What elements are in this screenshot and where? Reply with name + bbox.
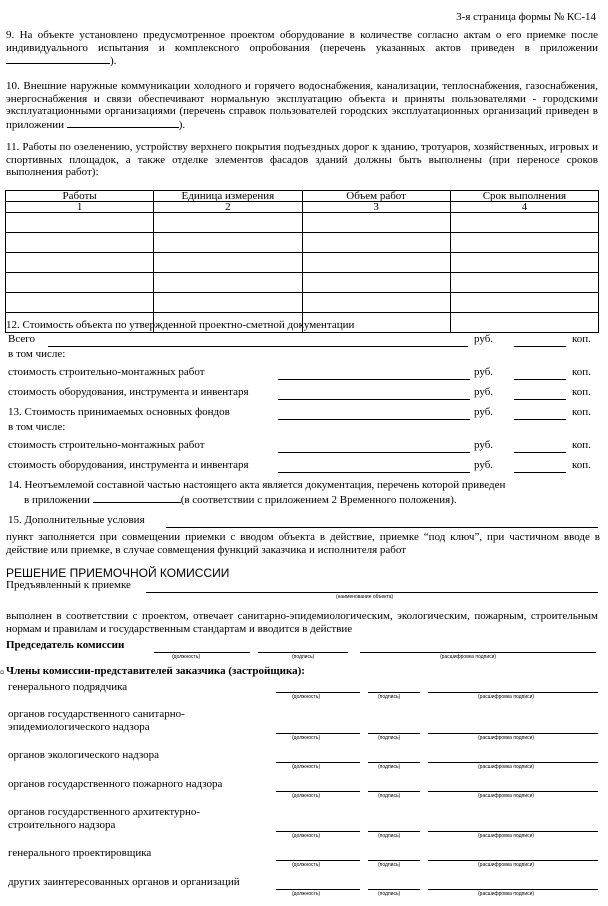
table-cell[interactable] — [6, 213, 154, 233]
members-title: Члены комиссии-представителей заказчика (застройщика): — [6, 665, 305, 677]
works-table — [5, 190, 599, 333]
kop-label: коп. — [572, 459, 591, 471]
table-cell[interactable] — [6, 273, 154, 293]
col-number-3: 3 — [302, 202, 450, 213]
object-name-blank[interactable] — [146, 592, 598, 593]
member-signature-blank[interactable] — [368, 733, 420, 734]
member-position-blank[interactable] — [276, 831, 360, 832]
position-caption: (должность) — [292, 862, 321, 868]
member-decoding-blank[interactable] — [428, 831, 598, 832]
signature-caption: (подпись) — [378, 694, 401, 700]
decoding-caption: (расшифровка подписи) — [478, 735, 535, 741]
table-row — [6, 273, 599, 293]
signature-caption: (подпись) — [378, 833, 401, 839]
works-table-number-row — [6, 202, 599, 213]
rub-label: руб. — [474, 459, 494, 471]
decoding-caption: (расшифровка подписи) — [440, 654, 497, 660]
member-sanitary-line1: органов государственного санитарно- — [8, 708, 185, 720]
item-9-text: 9. На объекте установлено предусмотренное проектом оборудование в количестве согласно актам о его приемке после индивидуального испытания и комплексного опробования (перечень указанных актов приведен в приложении — [6, 29, 598, 54]
member-signature-blank[interactable] — [368, 762, 420, 763]
position-caption: (должность) — [292, 833, 321, 839]
member-sanitary-line2: эпидемиологического надзора — [8, 721, 150, 733]
table-cell[interactable] — [450, 313, 598, 333]
table-cell[interactable] — [302, 273, 450, 293]
decoding-caption: (расшифровка подписи) — [478, 891, 535, 897]
col-header-unit: Единица измерения — [154, 191, 302, 202]
rub-label: руб. — [474, 439, 494, 451]
signature-caption: (подпись) — [378, 862, 401, 868]
object-caption: (наименование объекта) — [336, 594, 394, 600]
equipment-label: стоимость оборудования, инструмента и инвентаря — [8, 386, 249, 398]
member-decoding-blank[interactable] — [428, 762, 598, 763]
member-decoding-blank[interactable] — [428, 791, 598, 792]
signature-caption: (подпись) — [378, 793, 401, 799]
presented-label: Предъявленный к приемке — [6, 579, 131, 591]
member-signature-blank[interactable] — [368, 889, 420, 890]
col-number-1: 1 — [6, 202, 154, 213]
position-caption: (должность) — [292, 735, 321, 741]
table-row — [6, 293, 599, 313]
table-cell[interactable] — [450, 293, 598, 313]
member-other: других заинтересованных органов и организаций — [8, 876, 240, 888]
table-cell[interactable] — [450, 253, 598, 273]
table-cell[interactable] — [450, 233, 598, 253]
member-designer: генерального проектировщика — [8, 847, 152, 859]
table-cell[interactable] — [154, 293, 302, 313]
item-10-text: 10. Внешние наружные коммуникации холодного и горячего водоснабжения, канализации, теплоснабжения, газоснабжения, энергоснабжения и связи обеспечивают нормальную эксплуатацию объекта и приняты пользователями - городскими эксплуатационными организациями (перечень справок пользователей городских эксплуатационных организаций приведен в приложении — [6, 80, 598, 131]
member-decoding-blank[interactable] — [428, 860, 598, 861]
chairman-decoding-blank[interactable] — [360, 652, 596, 653]
item-10-tail: ). — [178, 118, 186, 131]
fa-equipment-kop-blank[interactable] — [514, 472, 566, 473]
item-14-line2 — [24, 493, 457, 507]
total-label: Всего — [8, 333, 35, 345]
item-14-suffix: (в соответствии с приложением 2 Временного положения). — [180, 494, 457, 506]
equipment-label: стоимость оборудования, инструмента и инвентаря — [8, 459, 249, 471]
col-number-2: 2 — [154, 202, 302, 213]
kop-label: коп. — [572, 439, 591, 451]
member-position-blank[interactable] — [276, 889, 360, 890]
table-cell[interactable] — [154, 213, 302, 233]
fa-equipment-rub-blank[interactable] — [278, 472, 470, 473]
table-cell[interactable] — [450, 273, 598, 293]
fixed-assets-kop-blank[interactable] — [514, 419, 566, 420]
signature-caption: (подпись) — [378, 764, 401, 770]
fa-smr-kop-blank[interactable] — [514, 452, 566, 453]
col-header-deadline: Срок выполнения — [450, 191, 598, 202]
chairman-signature-blank[interactable] — [258, 652, 348, 653]
member-position-blank[interactable] — [276, 762, 360, 763]
including-label: в том числе: — [8, 348, 66, 360]
rub-label: руб. — [474, 366, 494, 378]
equipment-rub-blank[interactable] — [278, 399, 470, 400]
margin-marker: ¤ — [0, 668, 4, 677]
position-caption: (должность) — [292, 694, 321, 700]
col-header-volume: Объем работ — [302, 191, 450, 202]
table-row — [6, 233, 599, 253]
table-cell[interactable] — [450, 213, 598, 233]
member-position-blank[interactable] — [276, 791, 360, 792]
item-15-label: 15. Дополнительные условия — [8, 514, 145, 526]
rub-label: руб. — [474, 406, 494, 418]
total-kop-blank[interactable] — [514, 346, 566, 347]
member-ecology: органов экологического надзора — [8, 749, 159, 761]
position-caption: (должность) — [172, 654, 201, 660]
item-9-tail: ). — [110, 55, 117, 67]
decision-title: РЕШЕНИЕ ПРИЕМОЧНОЙ КОМИССИИ — [6, 566, 230, 580]
member-decoding-blank[interactable] — [428, 733, 598, 734]
item-13-title: 13. Стоимость принимаемых основных фондов — [8, 406, 230, 418]
table-cell[interactable] — [6, 253, 154, 273]
member-decoding-blank[interactable] — [428, 889, 598, 890]
member-decoding-blank[interactable] — [428, 692, 598, 693]
table-cell[interactable] — [6, 293, 154, 313]
smr-label: стоимость строительно-монтажных работ — [8, 439, 205, 451]
signature-caption: (подпись) — [378, 735, 401, 741]
kop-label: коп. — [572, 386, 591, 398]
decision-text: выполнен в соответствии с проектом, отвечает санитарно-эпидемиологическим, экологическим, пожарным, строительным нормам и правилам и государственным стандартам и вводится в действие — [6, 610, 598, 635]
member-position-blank[interactable] — [276, 733, 360, 734]
decoding-caption: (расшифровка подписи) — [478, 833, 535, 839]
table-cell[interactable] — [302, 233, 450, 253]
decoding-caption: (расшифровка подписи) — [478, 793, 535, 799]
member-position-blank[interactable] — [276, 860, 360, 861]
smr-kop-blank[interactable] — [514, 379, 566, 380]
item-12-title: 12. Стоимость объекта по утвержденной проектно-сметной документации — [6, 319, 355, 331]
appendix-blank-9[interactable] — [6, 54, 110, 64]
member-architecture-line1: органов государственного архитектурно- — [8, 806, 201, 818]
member-signature-blank[interactable] — [368, 791, 420, 792]
member-position-blank[interactable] — [276, 692, 360, 693]
item-11: 11. Работы по озеленению, устройству верхнего покрытия подъездных дорог к зданию, тротуаров, хозяйственных, игровых и спортивных площадок, а также отделке элементов фасадов зданий должны быть выполнены (при переносе сроков выполнения работ): — [6, 141, 598, 178]
item-9 — [6, 29, 598, 68]
item-14-prefix: в приложении — [24, 494, 90, 506]
member-fire: органов государственного пожарного надзора — [8, 778, 223, 790]
col-header-works: Работы — [6, 191, 154, 202]
kop-label: коп. — [572, 406, 591, 418]
position-caption: (должность) — [292, 891, 321, 897]
total-rub-blank[interactable] — [48, 346, 468, 347]
table-cell[interactable] — [154, 253, 302, 273]
table-cell[interactable] — [302, 213, 450, 233]
rub-label: руб. — [474, 386, 494, 398]
works-table-header-row — [6, 191, 599, 202]
kop-label: коп. — [572, 333, 591, 345]
additional-conditions-blank[interactable] — [166, 527, 598, 528]
fa-smr-rub-blank[interactable] — [278, 452, 470, 453]
smr-rub-blank[interactable] — [278, 379, 470, 380]
fixed-assets-rub-blank[interactable] — [278, 419, 470, 420]
rub-label: руб. — [474, 333, 494, 345]
kop-label: коп. — [572, 366, 591, 378]
decoding-caption: (расшифровка подписи) — [478, 764, 535, 770]
position-caption: (должность) — [292, 793, 321, 799]
table-cell[interactable] — [302, 293, 450, 313]
smr-label: стоимость строительно-монтажных работ — [8, 366, 205, 378]
col-number-4: 4 — [450, 202, 598, 213]
member-signature-blank[interactable] — [368, 831, 420, 832]
member-signature-blank[interactable] — [368, 692, 420, 693]
table-cell[interactable] — [154, 233, 302, 253]
position-caption: (должность) — [292, 764, 321, 770]
table-row — [6, 213, 599, 233]
form-page-label: 3-я страница формы № КС-14 — [456, 11, 596, 23]
appendix-blank-14[interactable] — [93, 493, 181, 503]
member-general-contractor: генерального подрядчика — [8, 681, 128, 693]
item-10 — [6, 80, 598, 131]
table-cell[interactable] — [6, 233, 154, 253]
including-label: в том числе: — [8, 421, 66, 433]
table-cell[interactable] — [154, 273, 302, 293]
item-14-line1: 14. Неотъемлемой составной частью настоящего акта является документация, перечень которой приведен — [8, 479, 506, 491]
signature-caption: (подпись) — [292, 654, 315, 660]
member-signature-blank[interactable] — [368, 860, 420, 861]
chairman-position-blank[interactable] — [154, 652, 250, 653]
decoding-caption: (расшифровка подписи) — [478, 862, 535, 868]
appendix-blank-10[interactable] — [67, 118, 179, 128]
item-15-note: пункт заполняется при совмещении приемки с вводом объекта в действие, приемке “под ключ”, при частичном вводе в действие или приемке, в случае совмещения функций заказчика и исполнителя работ — [6, 531, 600, 556]
member-architecture-line2: строительного надзора — [8, 819, 116, 831]
table-cell[interactable] — [302, 253, 450, 273]
chairman-label: Председатель комиссии — [6, 639, 125, 651]
signature-caption: (подпись) — [378, 891, 401, 897]
decoding-caption: (расшифровка подписи) — [478, 694, 535, 700]
table-row — [6, 253, 599, 273]
equipment-kop-blank[interactable] — [514, 399, 566, 400]
